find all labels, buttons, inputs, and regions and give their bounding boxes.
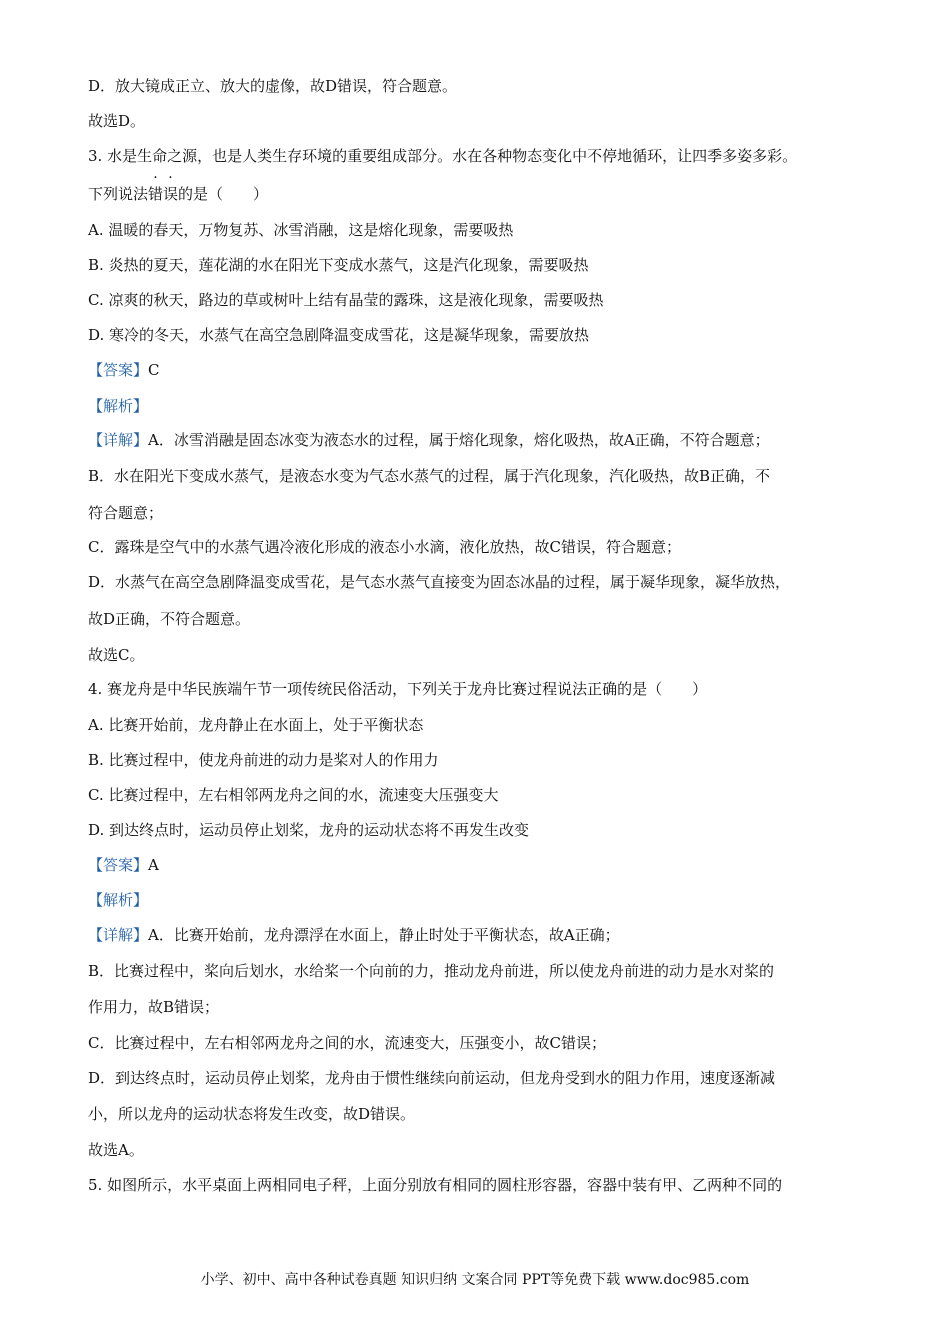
answer-line: 【答案】C bbox=[88, 361, 160, 379]
text-line: 故选C。 bbox=[88, 646, 145, 664]
option-d: D. 寒冷的冬天，水蒸气在高空急剧降温变成雪花，这是凝华现象，需要放热 bbox=[88, 326, 590, 344]
detail-tag: 【详解】 bbox=[88, 431, 149, 449]
text-line: C．比赛过程中，左右相邻两龙舟之间的水，流速变大，压强变小，故C错误； bbox=[88, 1034, 606, 1052]
question-5-stem: 5. 如图所示，水平桌面上两相同电子秤，上面分别放有相同的圆柱形容器，容器中装有甲、乙两种不同的 bbox=[88, 1176, 783, 1194]
text-line: 符合题意； bbox=[88, 504, 164, 522]
answer-line: 【答案】A bbox=[88, 856, 159, 874]
question-4-stem: 4. 赛龙舟是中华民族端午节一项传统民俗活动，下列关于龙舟比赛过程说法正确的是（ ） bbox=[88, 680, 708, 698]
text-line: D．水蒸气在高空急剧降温变成雪花，是气态水蒸气直接变为固态冰晶的过程，属于凝华现象，凝华放热， bbox=[88, 573, 791, 591]
text-line: C．露珠是空气中的水蒸气遇冷液化形成的液态小水滴，液化放热，故C错误，符合题意； bbox=[88, 538, 681, 556]
analysis-line bbox=[88, 396, 878, 416]
text-line: B．水在阳光下变成水蒸气，是液态水变为气态水蒸气的过程，属于汽化现象，汽化吸热，故B正确，不 bbox=[88, 467, 771, 485]
analysis-tag: 【解析】 bbox=[88, 397, 149, 415]
detail-line: 【详解】A．冰雪消融是固态冰变为液态水的过程，属于熔化现象，熔化吸热，故A正确，不符合题意； bbox=[88, 431, 770, 449]
text-line: 故D正确，不符合题意。 bbox=[88, 610, 251, 628]
text-line: 小，所以龙舟的运动状态将发生改变，故D错误。 bbox=[88, 1105, 416, 1123]
text-line: D．到达终点时，运动员停止划桨，龙舟由于惯性继续向前运动，但龙舟受到水的阻力作用，速度逐渐减 bbox=[88, 1069, 776, 1087]
option-d: D. 到达终点时，运动员停止划桨，龙舟的运动状态将不再发生改变 bbox=[88, 821, 530, 839]
page-footer: 小学、初中、高中各种试卷真题 知识归纳 文案合同 PPT等免费下载 www.doc985.com bbox=[200, 1272, 750, 1288]
text-line: 故选A。 bbox=[88, 1141, 144, 1159]
answer-tag: 【答案】 bbox=[88, 361, 149, 379]
analysis-tag: 【解析】 bbox=[88, 891, 149, 909]
question-3-prompt: 下列说法错误的是（ ） bbox=[88, 185, 269, 203]
option-c: C. 凉爽的秋天，路边的草或树叶上结有晶莹的露珠，这是液化现象，需要吸热 bbox=[88, 291, 604, 309]
text-line: 作用力，故B错误； bbox=[88, 998, 220, 1016]
text-line: 故选D。 bbox=[88, 112, 146, 130]
emphasis-char: 误 bbox=[163, 185, 179, 203]
option-b: B. 炎热的夏天，莲花湖的水在阳光下变成水蒸气，这是汽化现象，需要吸热 bbox=[88, 256, 589, 274]
detail-line: 【详解】A．比赛开始前，龙舟漂浮在水面上，静止时处于平衡状态，故A正确； bbox=[88, 926, 620, 944]
text-line: D．放大镜成正立、放大的虚像，故D错误，符合题意。 bbox=[88, 77, 458, 95]
option-a: A. 比赛开始前，龙舟静止在水面上，处于平衡状态 bbox=[88, 716, 424, 734]
option-b: B. 比赛过程中，使龙舟前进的动力是桨对人的作用力 bbox=[88, 751, 439, 769]
option-c: C. 比赛过程中，左右相邻两龙舟之间的水，流速变大压强变大 bbox=[88, 786, 499, 804]
question-3-stem: 3. 水是生命之源，也是人类生存环境的重要组成部分。水在各种物态变化中不停地循环，让四季多姿多彩。 bbox=[88, 147, 798, 165]
emphasis-char: 错 bbox=[148, 185, 164, 203]
text-line: B．比赛过程中，桨向后划水，水给桨一个向前的力，推动龙舟前进，所以使龙舟前进的动力是水对桨的 bbox=[88, 962, 775, 980]
option-a: A. 温暖的春天，万物复苏、冰雪消融，这是熔化现象，需要吸热 bbox=[88, 221, 514, 239]
detail-tag: 【详解】 bbox=[88, 926, 149, 944]
answer-tag: 【答案】 bbox=[88, 856, 149, 874]
analysis-line bbox=[88, 890, 878, 910]
